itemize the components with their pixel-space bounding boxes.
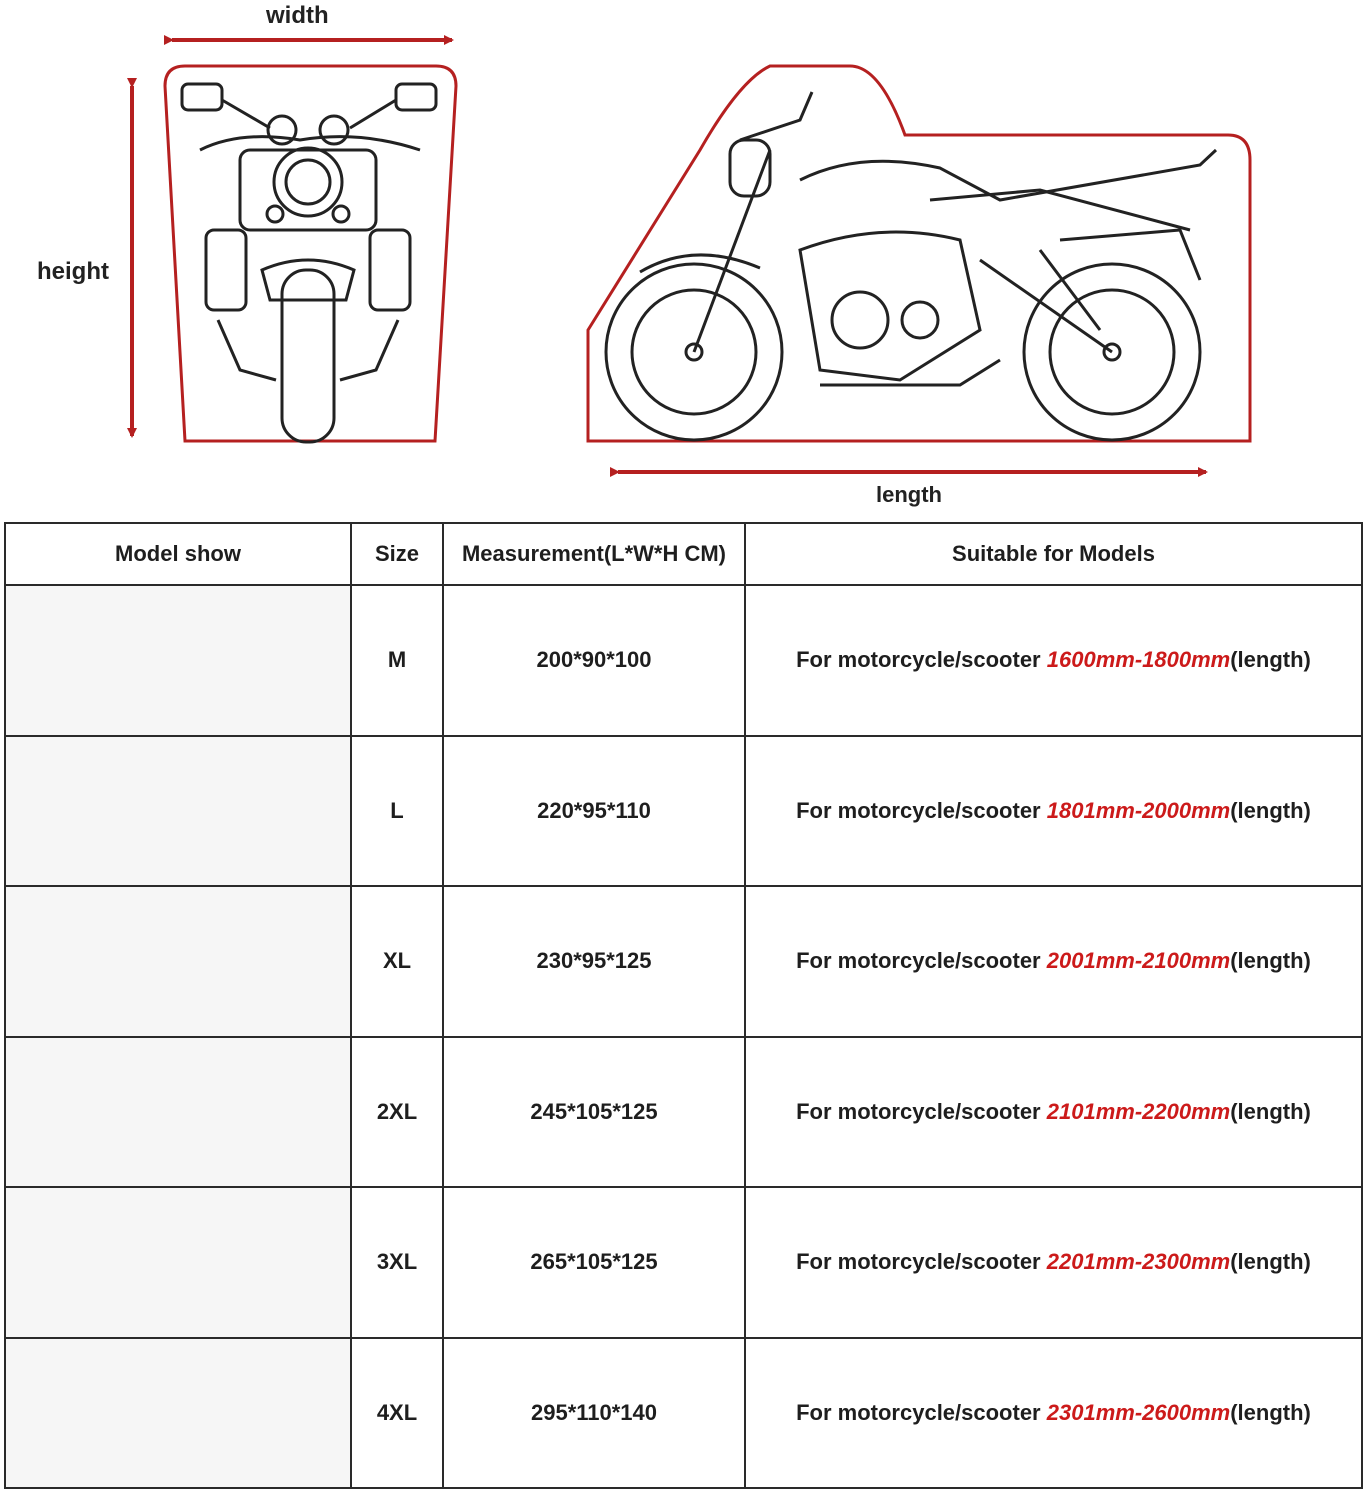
front-cover-outline	[165, 66, 456, 441]
suitable-prefix: For motorcycle/scooter	[796, 797, 1047, 823]
table-row	[5, 1338, 1362, 1489]
measurement-cell: 200*90*100	[443, 585, 745, 736]
suitable-suffix: (length)	[1230, 948, 1311, 974]
measurement-cell: 220*95*110	[443, 736, 745, 887]
header-suitable-models: Suitable for Models	[745, 523, 1362, 585]
model-image-cell	[5, 1037, 351, 1188]
size-cell: 2XL	[351, 1037, 443, 1188]
table-row	[5, 1187, 1362, 1338]
model-image-cell	[5, 1187, 351, 1338]
suitable-models-cell	[745, 1037, 1362, 1188]
suitable-suffix: (length)	[1230, 1249, 1311, 1275]
suitable-suffix: (length)	[1230, 797, 1311, 823]
measurement-cell: 295*110*140	[443, 1338, 745, 1489]
header-measurement: Measurement(L*W*H CM)	[443, 523, 745, 585]
header-model-show: Model show	[5, 523, 351, 585]
suitable-prefix: For motorcycle/scooter	[796, 1098, 1047, 1124]
model-image-cell	[5, 1338, 351, 1489]
suitable-prefix: For motorcycle/scooter	[796, 1249, 1047, 1275]
width-label: width	[266, 2, 329, 29]
model-image-cell	[5, 736, 351, 887]
measurement-cell: 245*105*125	[443, 1037, 745, 1188]
table-row	[5, 585, 1362, 736]
table-row	[5, 886, 1362, 1037]
length-range: 1600mm-1800mm	[1046, 647, 1231, 673]
table-header-row	[5, 523, 1362, 585]
length-label: length	[876, 482, 942, 507]
length-range: 1801mm-2000mm	[1046, 797, 1231, 823]
model-image-cell	[5, 886, 351, 1037]
measurement-cell: 230*95*125	[443, 886, 745, 1037]
suitable-prefix: For motorcycle/scooter	[796, 647, 1047, 673]
size-chart-table	[4, 522, 1363, 1489]
size-cell: L	[351, 736, 443, 887]
model-image-cell	[5, 585, 351, 736]
size-cell: 4XL	[351, 1338, 443, 1489]
suitable-models-cell	[745, 1338, 1362, 1489]
table-row	[5, 1037, 1362, 1188]
length-range: 2301mm-2600mm	[1046, 1399, 1231, 1425]
suitable-models-cell	[745, 1187, 1362, 1338]
height-label: height	[37, 258, 109, 285]
suitable-suffix: (length)	[1230, 647, 1311, 673]
suitable-suffix: (length)	[1230, 1399, 1311, 1425]
suitable-models-cell	[745, 585, 1362, 736]
dimension-diagram	[0, 0, 1364, 520]
suitable-models-cell	[745, 886, 1362, 1037]
size-cell: 3XL	[351, 1187, 443, 1338]
suitable-prefix: For motorcycle/scooter	[796, 948, 1047, 974]
length-range: 2201mm-2300mm	[1046, 1249, 1231, 1275]
measurement-cell: 265*105*125	[443, 1187, 745, 1338]
length-range: 2001mm-2100mm	[1046, 948, 1231, 974]
suitable-prefix: For motorcycle/scooter	[796, 1399, 1047, 1425]
suitable-models-cell	[745, 736, 1362, 887]
front-motorcycle-icon	[182, 84, 436, 442]
length-range: 2101mm-2200mm	[1046, 1098, 1231, 1124]
table-row	[5, 736, 1362, 887]
motorcycle-cover-illustration	[0, 0, 1364, 520]
size-cell: XL	[351, 886, 443, 1037]
size-cell: M	[351, 585, 443, 736]
header-size: Size	[351, 523, 443, 585]
side-motorcycle-icon	[606, 92, 1216, 440]
suitable-suffix: (length)	[1230, 1098, 1311, 1124]
